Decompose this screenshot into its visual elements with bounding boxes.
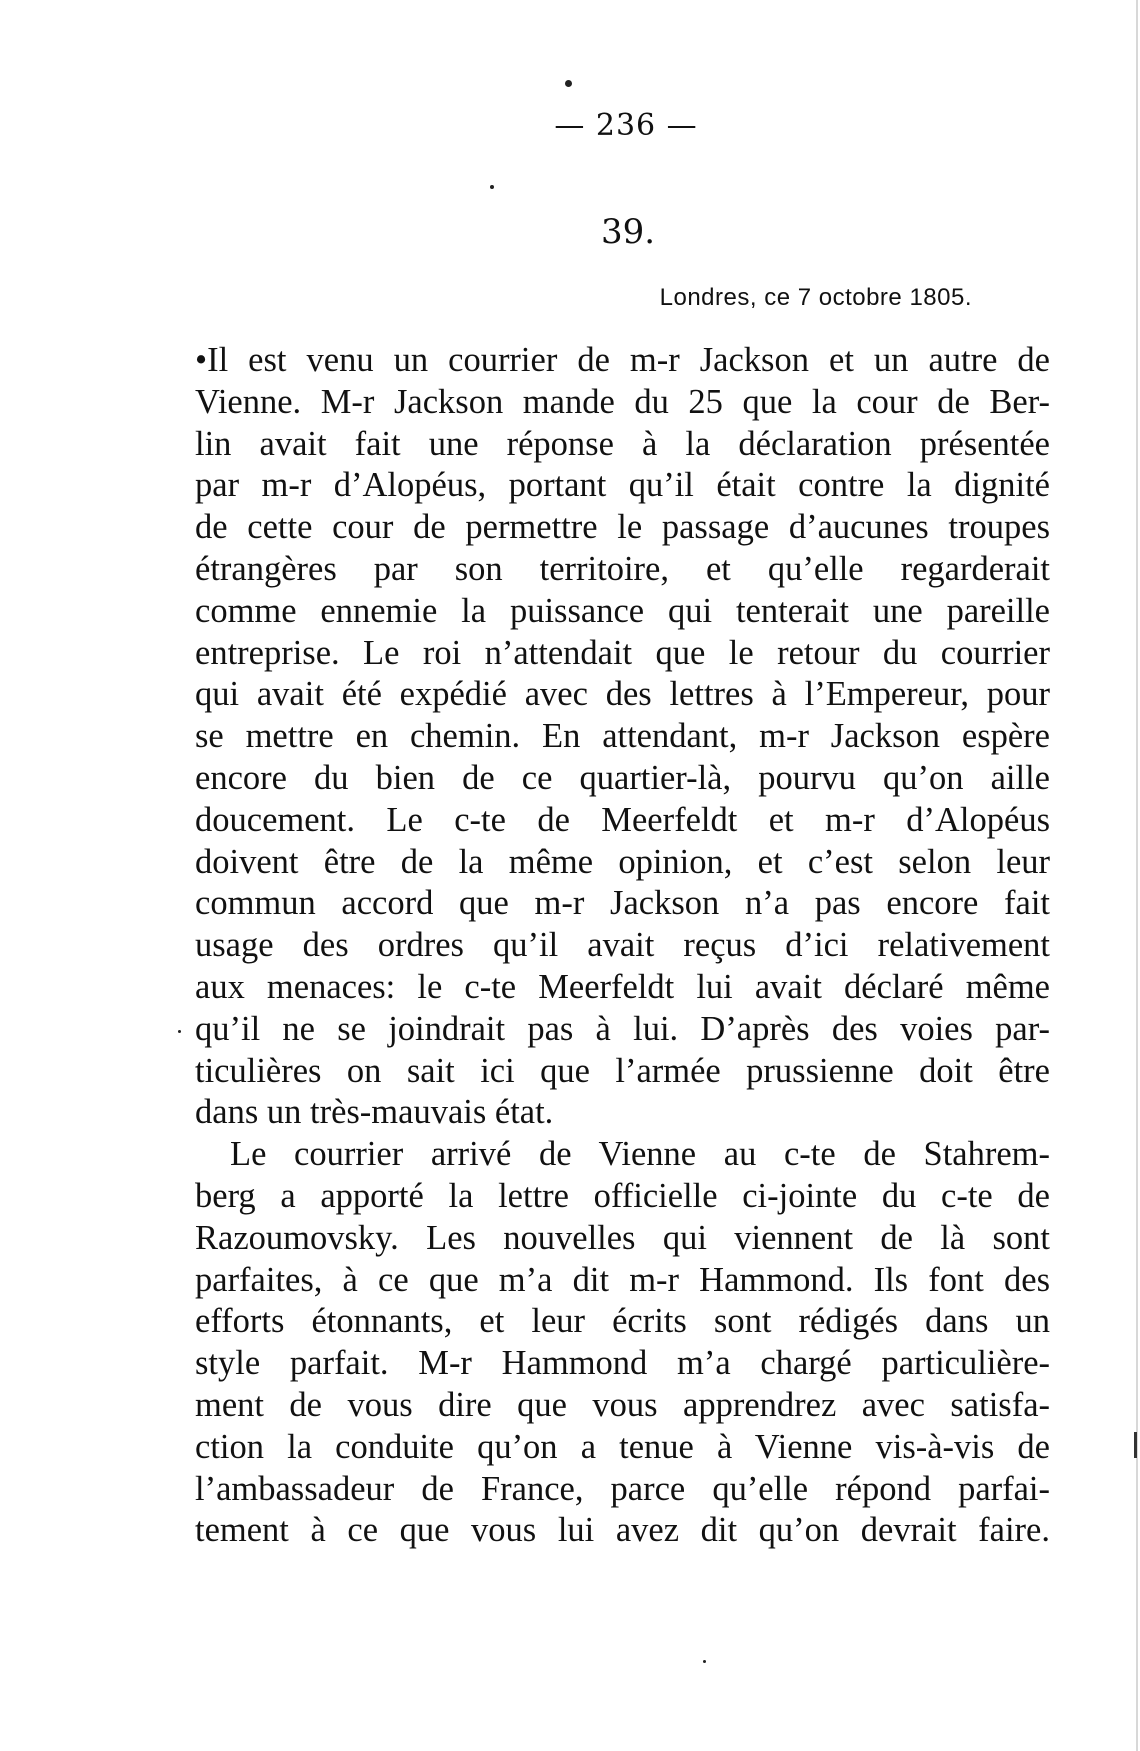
text-line: par m-r d’Alopéus, portant qu’il était contre la dignité (195, 466, 1050, 505)
letter-body (195, 340, 1050, 1552)
scan-edge-mark (1136, 0, 1138, 1751)
text-line: tement à ce que vous lui avez dit qu’on devrait faire. (195, 1511, 1050, 1550)
text-line: ment de vous dire que vous apprendrez avec satisfa- (195, 1385, 1050, 1424)
text-line: aux menaces: le c-te Meerfeldt lui avait déclaré même (195, 967, 1050, 1006)
print-speck (178, 1030, 181, 1033)
print-speck (490, 185, 494, 189)
text-line: qui avait été expédié avec des lettres à l’Empereur, pour (195, 675, 1050, 714)
text-line: l’ambassadeur de France, parce qu’elle répond parfai- (195, 1469, 1050, 1508)
text-line: comme ennemie la puissance qui tenterait une pareille (195, 591, 1050, 630)
letter-number-text: 39. (600, 212, 656, 252)
dateline: Londres, ce 7 octobre 1805. (659, 284, 972, 311)
text-line: parfaites, à ce que m’a dit m-r Hammond. Ils font des (195, 1260, 1050, 1299)
text-line: doivent être de la même opinion, et c’est selon leur (195, 842, 1050, 881)
paragraph-1 (195, 340, 1050, 1134)
text-line: commun accord que m-r Jackson n’a pas encore fait (195, 884, 1050, 923)
text-line: Razoumovsky. Les nouvelles qui viennent de là sont (195, 1218, 1050, 1257)
text-line: Vienne. M-r Jackson mande du 25 que la cour de Ber- (195, 382, 1050, 421)
text-line: ction la conduite qu’on a tenue à Vienne vis-à-vis de (195, 1427, 1050, 1466)
text-line: ticulières on sait ici que l’armée prussienne doit être (195, 1051, 1050, 1090)
scan-edge-mark (1134, 1432, 1137, 1458)
paragraph-2 (195, 1134, 1050, 1552)
text-line: •Il est venu un courrier de m-r Jackson et un autre de (195, 341, 1050, 379)
print-speck (703, 1660, 706, 1663)
print-speck (565, 80, 572, 87)
text-line: efforts étonnants, et leur écrits sont rédigés dans un (195, 1302, 1050, 1341)
text-line: étrangères par son territoire, et qu’elle regarderait (195, 549, 1050, 588)
text-line: Le courrier arrivé de Vienne au c-te de Stahrem- (230, 1135, 1050, 1174)
text-line: dans un très-mauvais état. (195, 1093, 554, 1132)
text-line: de cette cour de permettre le passage d’aucunes troupes (195, 508, 1050, 547)
text-line: encore du bien de ce quartier-là, pourvu qu’on aille (195, 758, 1050, 797)
text-line: doucement. Le c-te de Meerfeldt et m-r d’Alopéus (195, 800, 1050, 839)
text-line: lin avait fait une réponse à la déclaration présentée (195, 424, 1050, 463)
page-number-text: — 236 — (554, 108, 698, 143)
text-line: berg a apporté la lettre officielle ci-jointe du c-te de (195, 1176, 1050, 1215)
text-line: style parfait. M-r Hammond m’a chargé particulière- (195, 1344, 1050, 1383)
page-number (0, 108, 1140, 143)
text-line: se mettre en chemin. En attendant, m-r Jackson espère (195, 717, 1050, 756)
text-line: entreprise. Le roi n’attendait que le retour du courrier (195, 633, 1050, 672)
letter-number (0, 212, 1140, 252)
text-line: qu’il ne se joindrait pas à lui. D’après des voies par- (195, 1009, 1050, 1048)
text-line: usage des ordres qu’il avait reçus d’ici relativement (195, 926, 1050, 965)
